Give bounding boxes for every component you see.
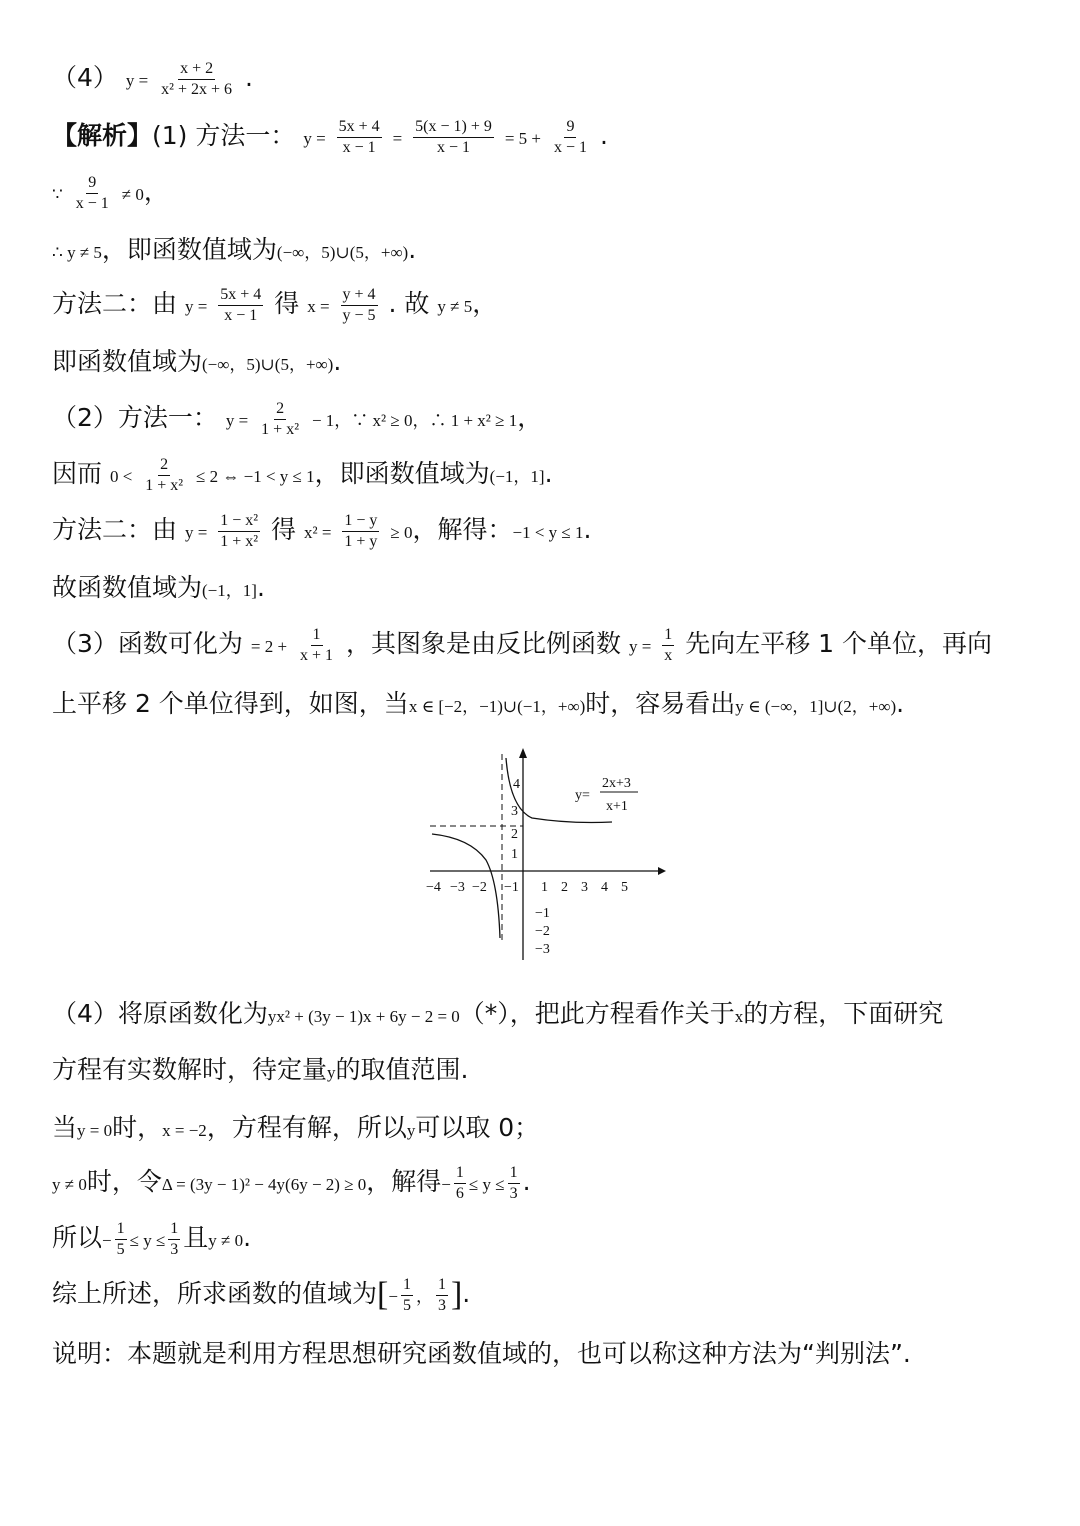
line-3: ∵ $\frac{9}{x - 1}$ ≠ 0，: [52, 173, 169, 212]
y-tick-label: −2: [535, 924, 550, 939]
x-tick-label: 2: [561, 880, 568, 895]
x-tick-label: 3: [581, 880, 588, 895]
curve-left-branch: [432, 834, 500, 938]
line-5: 方法二：由 y = $\frac{5x + 4}{x - 1}$ 得 x = $\frac{y + 4}{y - 5}$ . 故 y ≠ 5，: [52, 285, 498, 324]
y-tick-label: −1: [535, 906, 550, 921]
line-11: （3）函数可化为 = 2 + $\frac{1}{x + 1}$ ，其图象是由反比例函数 y = $\frac{1}{x}$ 先向左平移 1 个单位，再向: [52, 625, 993, 664]
line-7: （2）方法一： y = $\frac{2}{\text{1 + x²}}$ − 1，∵ x² ≥ 0，∴ 1 + x² ≥ 1，: [52, 399, 543, 438]
fraction: $\frac{1}{5}$: [116, 1219, 125, 1258]
line-16: y ≠ 0时，令Δ = (3y − 1)² − 4y(6y − 2) ≥ 0，解得− $\frac{1}{6}$ ≤ y ≤ $\frac{1}{3}$ .: [52, 1163, 531, 1202]
x-tick-label: −2: [472, 880, 487, 895]
line-19: [52, 1334, 1040, 1374]
fraction: $\frac{1}{x}$: [664, 625, 673, 664]
x-tick-label: 5: [621, 880, 628, 895]
y-axis-arrow: [519, 748, 527, 758]
fraction: $\frac{1}{3}$: [437, 1275, 446, 1314]
x-tick-label: 4: [601, 880, 608, 895]
fraction: $\frac{1}{3}$: [509, 1163, 518, 1202]
line-4: ∴ y ≠ 5，即函数值域为(−∞，5)∪(5，+∞).: [52, 235, 417, 264]
item-number: （4）: [52, 63, 118, 92]
y-tick-label: −3: [535, 942, 550, 957]
line-8: 因而 0 < $\frac{2}{\text{1 + x²}}$ ≤ 2 ⇔ −1 < y ≤ 1，即函数值域为(−1，1].: [52, 455, 553, 494]
analysis-tag: 【解析】: [52, 121, 153, 150]
y-tick-label: 4: [513, 777, 520, 792]
y-tick-label: 1: [511, 847, 518, 862]
fraction: $\frac{\text{1 − x²}}{\text{1 + x²}}$: [220, 511, 259, 550]
fraction: $\frac{1}{6}$: [455, 1163, 464, 1202]
line-12: 上平移 2 个单位得到，如图，当x ∈ [−2，−1)∪(−1，+∞)时，容易看出y ∈ (−∞，1]∪(2，+∞).: [52, 689, 905, 718]
curve-label-denominator: x+1: [606, 799, 628, 814]
line-15: 当y = 0时，x = −2，方程有解，所以y可以取 0；: [52, 1113, 540, 1142]
fraction: $\frac{9}{x - 1}$: [75, 173, 109, 212]
line-10: 故函数值域为(−1，1].: [52, 573, 265, 602]
curve-right-branch: [506, 758, 612, 823]
x-tick-label: −4: [426, 880, 441, 895]
line-13: （4）将原函数化为yx² + (3y − 1)x + 6y − 2 = 0（*），把此方程看作关于x的方程，下面研究: [52, 999, 944, 1028]
fraction: $\frac{1}{x + 1}$: [300, 625, 334, 664]
math: y =: [125, 71, 149, 90]
line-17: 所以− $\frac{1}{5}$ ≤ y ≤ $\frac{1}{3}$ 且y ≠ 0.: [52, 1219, 252, 1258]
fraction: $\frac{1}{3}$: [170, 1219, 179, 1258]
remark: 说明：本题就是利用方程思想研究函数值域的，也可以称这种方法为“判别法”.: [52, 1339, 911, 1368]
x-axis-arrow: [658, 867, 666, 875]
function-graph: [420, 742, 670, 964]
x-tick-label: 1: [541, 880, 548, 895]
curve-label: y=: [575, 788, 590, 803]
fraction: $\frac{2}{\text{1 + x²}}$: [145, 455, 184, 494]
fraction: $\frac{x + 2}{\text{x² + 2x + 6}}$: [161, 59, 232, 98]
fraction: $\frac{5(x - 1) + 9}{x - 1}$: [415, 117, 492, 156]
curve-label-numerator: 2x+3: [602, 776, 631, 791]
x-tick-label: −1: [504, 880, 519, 895]
y-tick-label: 3: [511, 804, 518, 819]
fraction: $\frac{1 - y}{1 + y}$: [344, 511, 378, 550]
line-14: 方程有实数解时，待定量y的取值范围.: [52, 1055, 469, 1084]
line-6: 即函数值域为(−∞，5)∪(5，+∞).: [52, 347, 342, 376]
fraction: $\frac{5x + 4}{x - 1}$: [338, 117, 380, 156]
fraction: $\frac{1}{5}$: [402, 1275, 411, 1314]
line-9: 方法二：由 y = $\frac{\text{1 − x²}}{\text{1 + x²}}$ 得 x² = $\frac{1 - y}{1 + y}$ ≥ 0，解得：−1 < y ≤ 1.: [52, 511, 592, 550]
line-2: 【解析】(1) 方法一： y = $\frac{5x + 4}{x - 1}$ = $\frac{5(x - 1) + 9}{x - 1}$ = 5 + $\frac{9}{x - 1}$ .: [52, 117, 608, 156]
line-1: （4） y = $\frac{x + 2}{\text{x² + 2x + 6}}$ .: [52, 59, 253, 98]
x-tick-label: −3: [450, 880, 465, 895]
fraction: $\frac{y + 4}{y - 5}$: [342, 285, 376, 324]
line-18: 综上所述，所求函数的值域为[− $\frac{1}{5}$ ， $\frac{1}{3}$ ].: [52, 1275, 471, 1314]
fraction: $\frac{2}{\text{1 + x²}}$: [261, 399, 299, 438]
fraction: $\frac{5x + 4}{x - 1}$: [220, 285, 262, 324]
y-tick-label: 2: [511, 827, 518, 842]
fraction: $\frac{9}{x - 1}$: [553, 117, 587, 156]
